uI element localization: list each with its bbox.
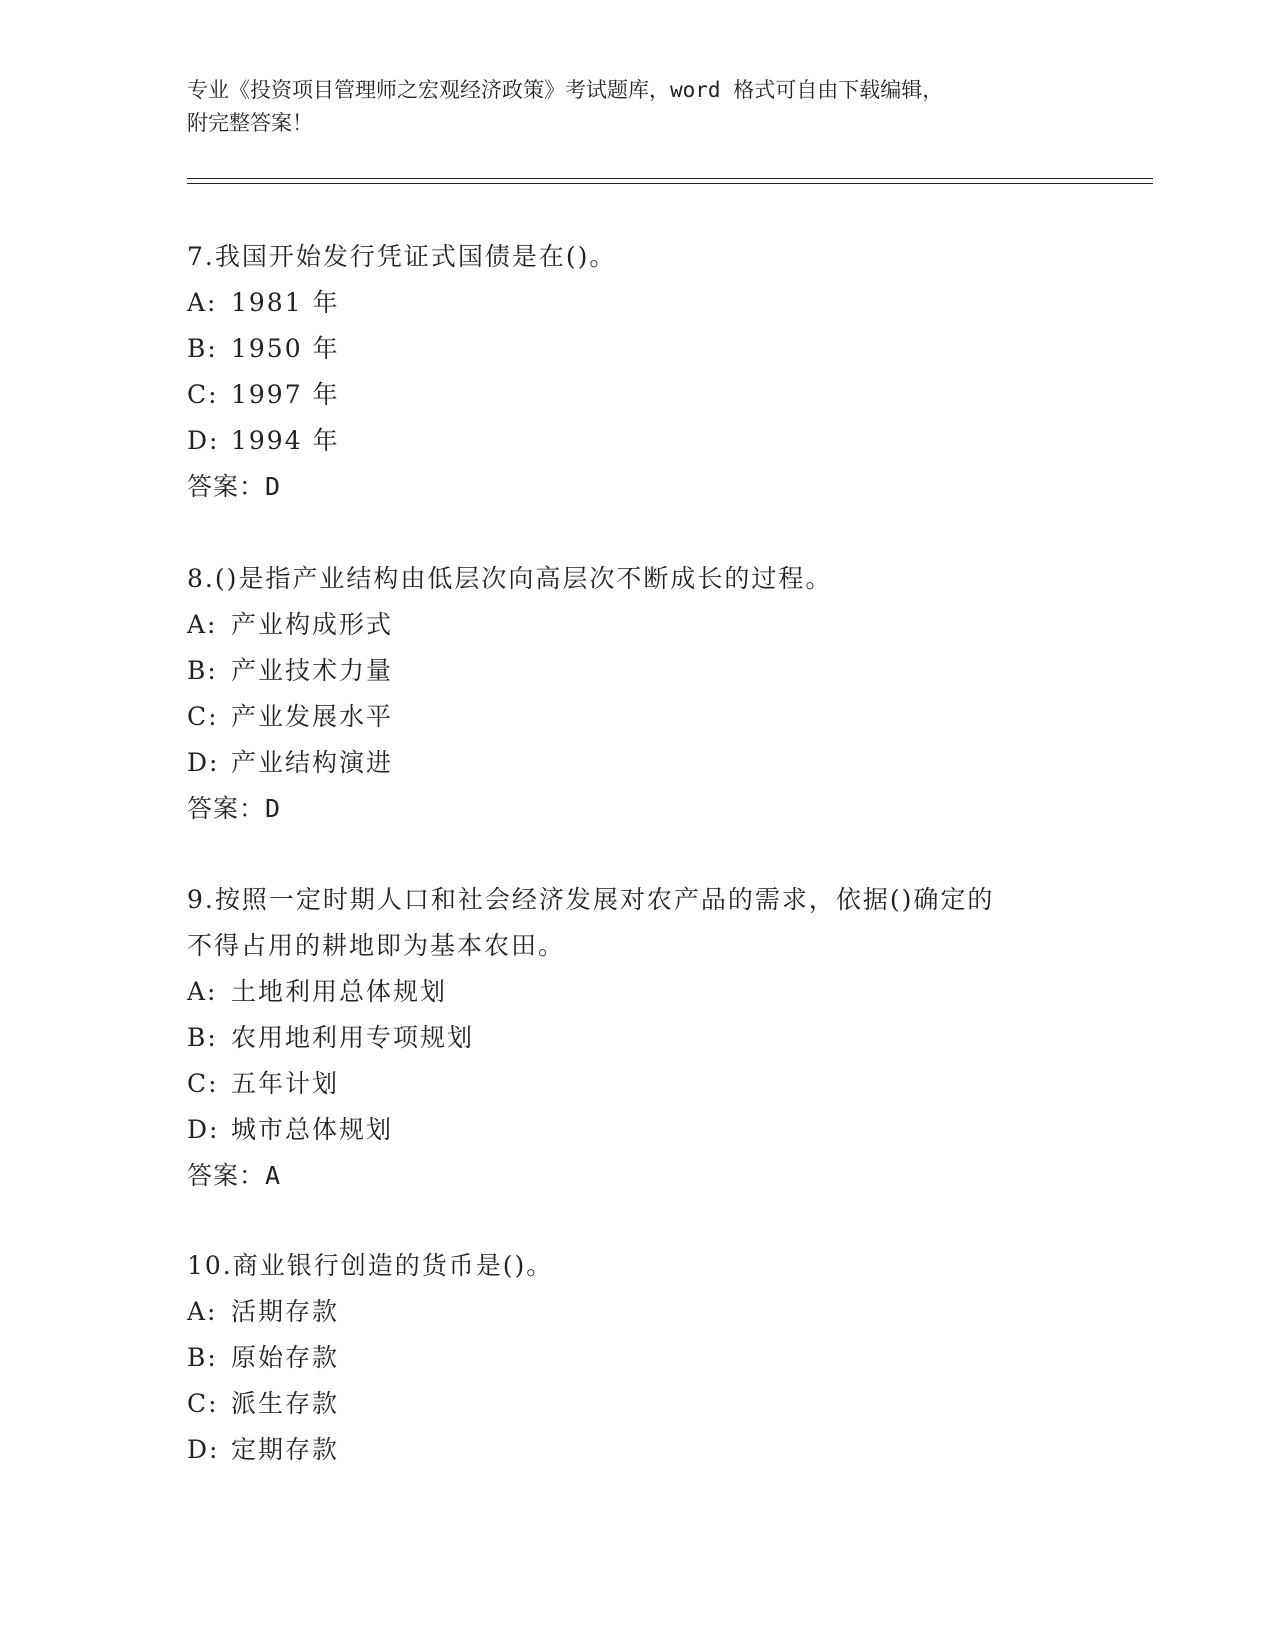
question-stem-continued: 不得占用的耕地即为基本农田。 — [187, 931, 566, 960]
question-stem: 9.按照一定时期人口和社会经济发展对农产品的需求，依据()确定的 — [187, 885, 995, 914]
option-key: C: — [187, 380, 219, 409]
option-key: B: — [187, 1343, 218, 1372]
option-c — [187, 372, 1137, 418]
option-key: B: — [187, 334, 218, 363]
option-c — [187, 1061, 1137, 1107]
option-b — [187, 1015, 1137, 1061]
header-line-2: 附完整答案！ — [187, 111, 313, 135]
option-text: 1981 年 — [231, 288, 340, 317]
option-key: D: — [187, 748, 220, 777]
option-text: 活期存款 — [231, 1297, 340, 1326]
option-c — [187, 1381, 1137, 1427]
option-d — [187, 418, 1137, 464]
option-a — [187, 280, 1137, 326]
option-c — [187, 694, 1137, 740]
option-b — [187, 648, 1137, 694]
option-text: 产业构成形式 — [231, 610, 394, 639]
option-key: A: — [187, 288, 218, 317]
answer-line — [187, 464, 1137, 510]
answer-line — [187, 1153, 1137, 1199]
option-text: 产业发展水平 — [231, 702, 394, 731]
option-text: 原始存款 — [231, 1343, 340, 1372]
option-key: A: — [187, 1297, 218, 1326]
option-b — [187, 326, 1137, 372]
option-text: 派生存款 — [231, 1389, 340, 1418]
question-stem: 8.()是指产业结构由低层次向高层次不断成长的过程。 — [187, 564, 833, 593]
answer-label: 答案： — [187, 472, 266, 501]
option-key: D: — [187, 1115, 220, 1144]
option-key: D: — [187, 1435, 220, 1464]
option-text: 定期存款 — [231, 1435, 340, 1464]
question-10 — [187, 1243, 1137, 1473]
answer-label: 答案： — [187, 1161, 266, 1190]
option-text: 农用地利用专项规划 — [231, 1023, 475, 1052]
option-d — [187, 1107, 1137, 1153]
option-d — [187, 1427, 1137, 1473]
option-a — [187, 969, 1137, 1015]
option-text: 1994 年 — [231, 426, 340, 455]
document-header — [187, 74, 1087, 140]
header-line-1: 专业《投资项目管理师之宏观经济政策》考试题库，word 格式可自由下载编辑， — [187, 78, 944, 102]
answer-line — [187, 786, 1137, 832]
option-key: C: — [187, 702, 219, 731]
option-a — [187, 1289, 1137, 1335]
option-text: 1997 年 — [231, 380, 340, 409]
question-stem: 10.商业银行创造的货币是()。 — [187, 1251, 554, 1280]
answer-label: 答案： — [187, 794, 266, 823]
option-text: 产业结构演进 — [231, 748, 394, 777]
option-text: 五年计划 — [231, 1069, 340, 1098]
option-key: A: — [187, 610, 218, 639]
option-key: C: — [187, 1069, 219, 1098]
option-text: 土地利用总体规划 — [231, 977, 448, 1006]
question-stem: 7.我国开始发行凭证式国债是在()。 — [187, 242, 617, 271]
option-key: B: — [187, 656, 218, 685]
option-key: A: — [187, 977, 218, 1006]
option-text: 1950 年 — [231, 334, 340, 363]
question-7 — [187, 234, 1137, 510]
option-text: 城市总体规划 — [231, 1115, 394, 1144]
option-b — [187, 1335, 1137, 1381]
answer-value: D — [265, 472, 281, 501]
option-d — [187, 740, 1137, 786]
option-key: D: — [187, 426, 220, 455]
option-a — [187, 602, 1137, 648]
header-divider-top — [187, 178, 1153, 179]
question-9 — [187, 877, 1137, 1199]
header-divider-bottom — [187, 183, 1153, 184]
answer-value: A — [265, 1161, 281, 1190]
question-8 — [187, 556, 1137, 832]
option-key: B: — [187, 1023, 218, 1052]
option-text: 产业技术力量 — [231, 656, 394, 685]
option-key: C: — [187, 1389, 219, 1418]
answer-value: D — [265, 794, 281, 823]
